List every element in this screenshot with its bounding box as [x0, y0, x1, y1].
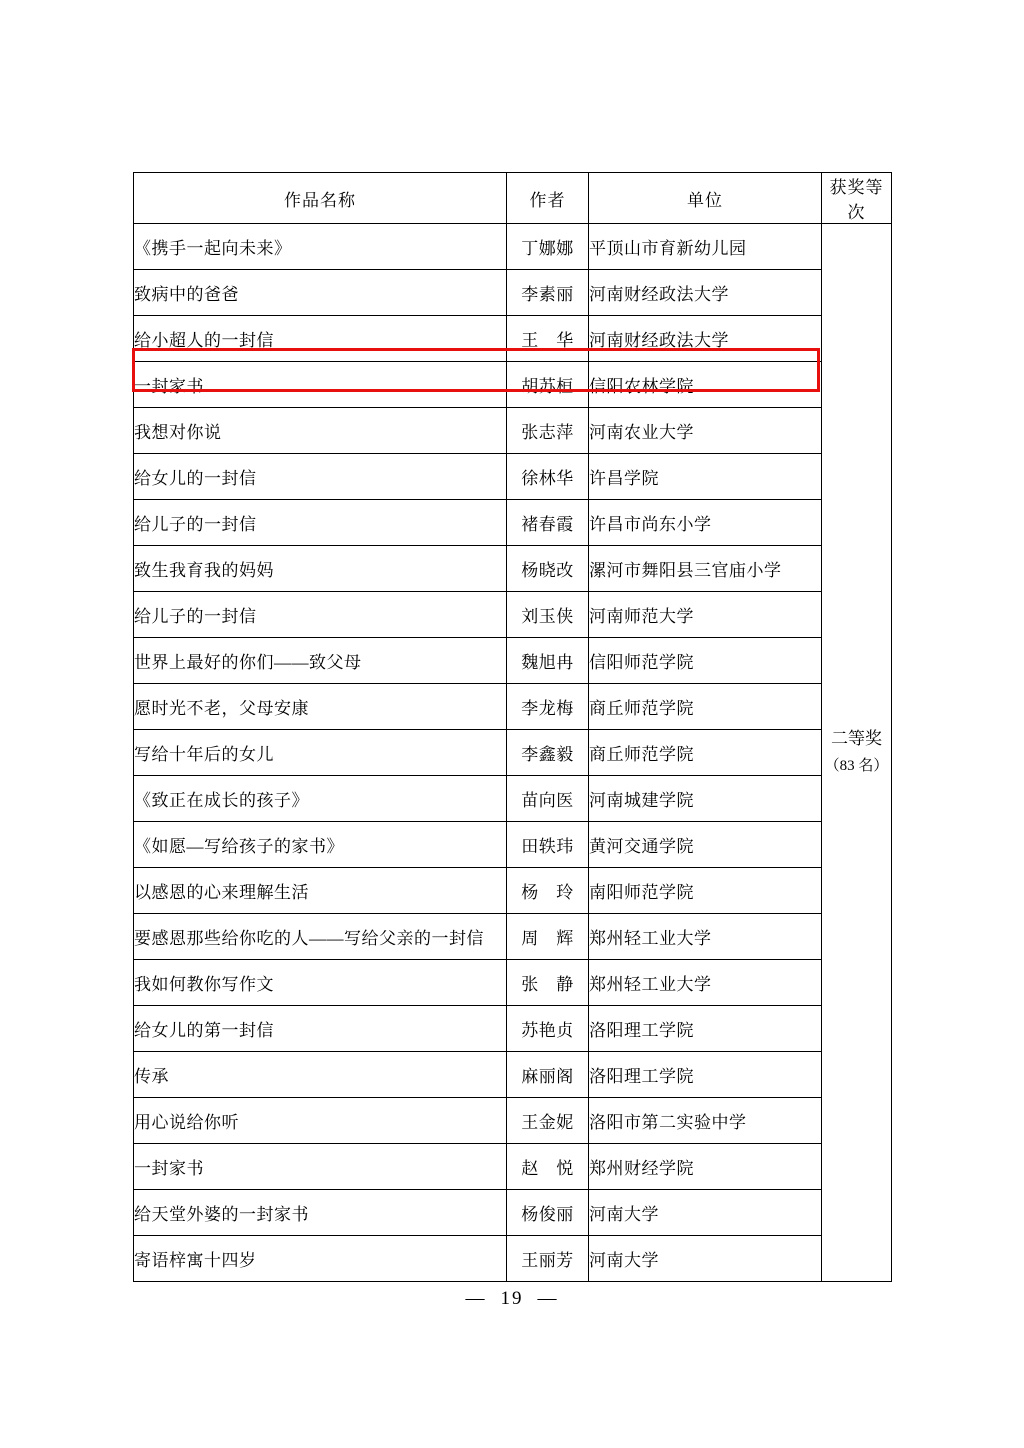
cell-title: 传承 — [134, 1052, 507, 1098]
grade-label: 二等奖 — [831, 729, 882, 749]
table-row — [134, 914, 892, 960]
cell-organization: 黄河交通学院 — [589, 822, 822, 868]
footer-dash-left: — — [465, 1288, 487, 1309]
cell-author: 杨 玲 — [507, 868, 589, 914]
cell-author: 刘玉侠 — [507, 592, 589, 638]
cell-organization: 郑州轻工业大学 — [589, 960, 822, 1006]
award-table — [133, 172, 892, 1282]
table-row — [134, 500, 892, 546]
cell-author: 褚春霞 — [507, 500, 589, 546]
table-row — [134, 408, 892, 454]
cell-title: 用心说给你听 — [134, 1098, 507, 1144]
cell-title: 《致正在成长的孩子》 — [134, 776, 507, 822]
cell-organization: 平顶山市育新幼儿园 — [589, 224, 822, 270]
table-row-highlighted — [134, 362, 892, 408]
cell-organization: 河南城建学院 — [589, 776, 822, 822]
cell-author: 李龙梅 — [507, 684, 589, 730]
cell-author: 胡苏桓 — [507, 362, 589, 408]
cell-author: 李鑫毅 — [507, 730, 589, 776]
column-header-grade: 获奖等次 — [822, 173, 892, 224]
table-row — [134, 1190, 892, 1236]
cell-organization: 河南农业大学 — [589, 408, 822, 454]
cell-author: 丁娜娜 — [507, 224, 589, 270]
table-row — [134, 684, 892, 730]
column-header-title: 作品名称 — [134, 173, 507, 224]
cell-organization: 河南财经政法大学 — [589, 270, 822, 316]
cell-organization: 许昌市尚东小学 — [589, 500, 822, 546]
cell-title: 给儿子的一封信 — [134, 592, 507, 638]
cell-title: 《携手一起向未来》 — [134, 224, 507, 270]
cell-organization: 南阳师范学院 — [589, 868, 822, 914]
cell-organization: 商丘师范学院 — [589, 684, 822, 730]
cell-title: 一封家书 — [134, 1144, 507, 1190]
cell-title: 致生我育我的妈妈 — [134, 546, 507, 592]
table-row — [134, 454, 892, 500]
cell-title: 我如何教你写作文 — [134, 960, 507, 1006]
cell-author: 周 辉 — [507, 914, 589, 960]
cell-title: 寄语梓寓十四岁 — [134, 1236, 507, 1282]
cell-organization: 河南财经政法大学 — [589, 316, 822, 362]
cell-title: 要感恩那些给你吃的人——写给父亲的一封信 — [134, 914, 507, 960]
cell-organization: 许昌学院 — [589, 454, 822, 500]
cell-organization: 河南师范大学 — [589, 592, 822, 638]
cell-author: 张 静 — [507, 960, 589, 1006]
table-row — [134, 960, 892, 1006]
cell-author: 李素丽 — [507, 270, 589, 316]
cell-author: 苏艳贞 — [507, 1006, 589, 1052]
cell-title: 《如愿—写给孩子的家书》 — [134, 822, 507, 868]
column-header-organization: 单位 — [589, 173, 822, 224]
page-footer — [0, 1288, 1024, 1310]
table-row — [134, 592, 892, 638]
table-row — [134, 224, 892, 270]
award-table-container — [133, 172, 891, 1282]
cell-title: 我想对你说 — [134, 408, 507, 454]
cell-title: 写给十年后的女儿 — [134, 730, 507, 776]
cell-title: 给女儿的一封信 — [134, 454, 507, 500]
cell-title: 给小超人的一封信 — [134, 316, 507, 362]
grade-count: （83 名） — [824, 758, 889, 775]
table-row — [134, 546, 892, 592]
footer-dash-right: — — [537, 1288, 559, 1309]
cell-title: 愿时光不老，父母安康 — [134, 684, 507, 730]
table-row — [134, 776, 892, 822]
cell-author: 麻丽阁 — [507, 1052, 589, 1098]
cell-title: 给儿子的一封信 — [134, 500, 507, 546]
cell-title: 以感恩的心来理解生活 — [134, 868, 507, 914]
cell-author: 王 华 — [507, 316, 589, 362]
cell-author: 苗向医 — [507, 776, 589, 822]
table-row — [134, 868, 892, 914]
cell-title: 一封家书 — [134, 362, 507, 408]
cell-title: 给女儿的第一封信 — [134, 1006, 507, 1052]
cell-organization: 洛阳市第二实验中学 — [589, 1098, 822, 1144]
table-header — [134, 173, 892, 224]
cell-author: 徐林华 — [507, 454, 589, 500]
cell-title: 致病中的爸爸 — [134, 270, 507, 316]
table-row — [134, 730, 892, 776]
table-body — [134, 224, 892, 1282]
cell-organization: 商丘师范学院 — [589, 730, 822, 776]
cell-author: 张志萍 — [507, 408, 589, 454]
cell-author: 王丽芳 — [507, 1236, 589, 1282]
cell-author: 杨俊丽 — [507, 1190, 589, 1236]
table-row — [134, 1006, 892, 1052]
cell-title: 给天堂外婆的一封家书 — [134, 1190, 507, 1236]
table-row — [134, 822, 892, 868]
table-row — [134, 1098, 892, 1144]
table-row — [134, 1236, 892, 1282]
cell-organization: 洛阳理工学院 — [589, 1006, 822, 1052]
column-header-author: 作者 — [507, 173, 589, 224]
cell-organization: 漯河市舞阳县三官庙小学 — [589, 546, 822, 592]
table-row — [134, 316, 892, 362]
cell-author: 王金妮 — [507, 1098, 589, 1144]
cell-organization: 郑州财经学院 — [589, 1144, 822, 1190]
table-row — [134, 1052, 892, 1098]
cell-organization: 河南大学 — [589, 1236, 822, 1282]
table-row — [134, 638, 892, 684]
cell-organization: 洛阳理工学院 — [589, 1052, 822, 1098]
cell-organization: 河南大学 — [589, 1190, 822, 1236]
cell-title: 世界上最好的你们——致父母 — [134, 638, 507, 684]
cell-author: 赵 悦 — [507, 1144, 589, 1190]
table-row — [134, 1144, 892, 1190]
cell-author: 田轶玮 — [507, 822, 589, 868]
cell-grade — [822, 224, 892, 1282]
cell-organization: 信阳农林学院 — [589, 362, 822, 408]
cell-organization: 信阳师范学院 — [589, 638, 822, 684]
page-number-value: 19 — [500, 1288, 524, 1309]
table-header-row — [134, 173, 892, 224]
cell-author: 魏旭冉 — [507, 638, 589, 684]
cell-author: 杨晓改 — [507, 546, 589, 592]
table-row — [134, 270, 892, 316]
cell-organization: 郑州轻工业大学 — [589, 914, 822, 960]
